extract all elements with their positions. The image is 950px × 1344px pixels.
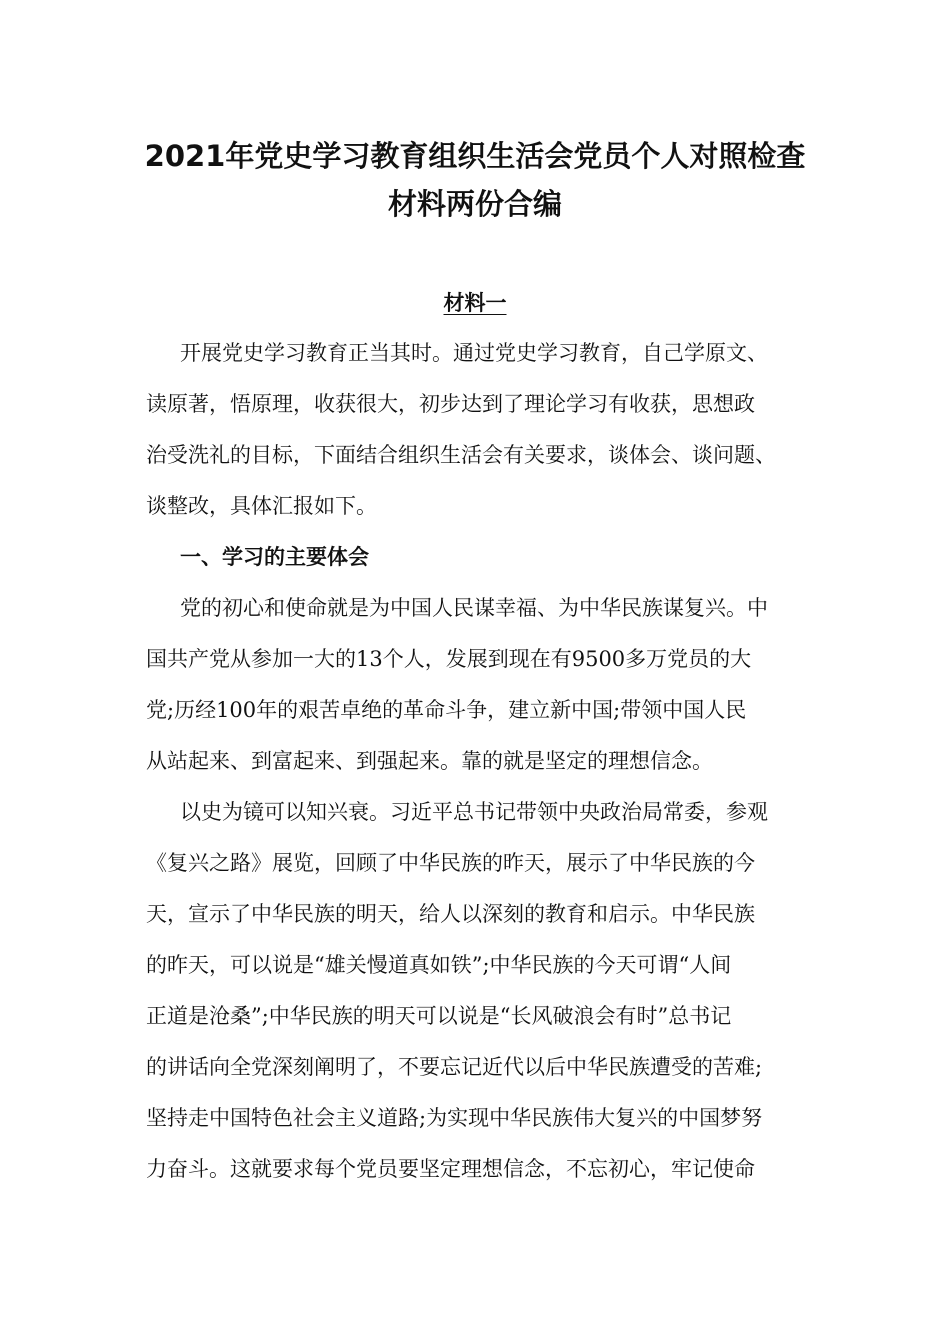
paragraph-3-line-2: 《复兴之路》展览，回顾了中华民族的昨天，展示了中华民族的今 xyxy=(146,851,755,875)
paragraph-3-line-8: 力奋斗。这就要求每个党员要坚定理想信念，不忘初心，牢记使命 xyxy=(146,1157,755,1181)
paragraph-1-line-1: 开展党史学习教育正当其时。通过党史学习教育，自己学原文、 xyxy=(180,341,768,365)
paragraph-2-line-1: 党的初心和使命就是为中国人民谋幸福、为中华民族谋复兴。中 xyxy=(180,596,768,620)
paragraph-1-line-3: 治受洗礼的目标，下面结合组织生活会有关要求，谈体会、谈问题、 xyxy=(146,443,776,467)
paragraph-3-line-5: 正道是沧桑”;中华民族的明天可以说是“长风破浪会有时”总书记 xyxy=(146,1004,732,1028)
paragraph-2-line-2: 国共产党从参加一大的13个人，发展到现在有9500多万党员的大 xyxy=(146,647,752,671)
paragraph-3-line-1: 以史为镜可以知兴衰。习近平总书记带领中央政治局常委，参观 xyxy=(180,800,768,824)
paragraph-3-line-6: 的讲话向全党深刻阐明了，不要忘记近代以后中华民族遭受的苦难; xyxy=(146,1055,763,1079)
paragraph-3-line-4: 的昨天，可以说是“雄关慢道真如铁”;中华民族的今天可谓“人间 xyxy=(146,953,732,977)
paragraph-3-line-3: 天，宣示了中华民族的明天，给人以深刻的教育和启示。中华民族 xyxy=(146,902,755,926)
section-heading-1: 一、学习的主要体会 xyxy=(180,545,369,569)
paragraph-2-line-3: 党;历经100年的艰苦卓绝的革命斗争，建立新中国;带领中国人民 xyxy=(146,698,747,722)
section-title xyxy=(0,288,950,318)
paragraph-3-line-7: 坚持走中国特色社会主义道路;为实现中华民族伟大复兴的中国梦努 xyxy=(146,1106,763,1130)
document-title-line-2: 材料两份合编 xyxy=(387,187,562,221)
section-title-text: 材料一 xyxy=(443,291,507,315)
paragraph-2-line-4: 从站起来、到富起来、到强起来。靠的就是坚定的理想信念。 xyxy=(146,749,713,773)
paragraph-1-line-4: 谈整改，具体汇报如下。 xyxy=(146,494,377,518)
document-title-line-1: 2021年党史学习教育组织生活会党员个人对照检查 xyxy=(144,139,806,173)
paragraph-1-line-2: 读原著，悟原理，收获很大，初步达到了理论学习有收获，思想政 xyxy=(146,392,755,416)
